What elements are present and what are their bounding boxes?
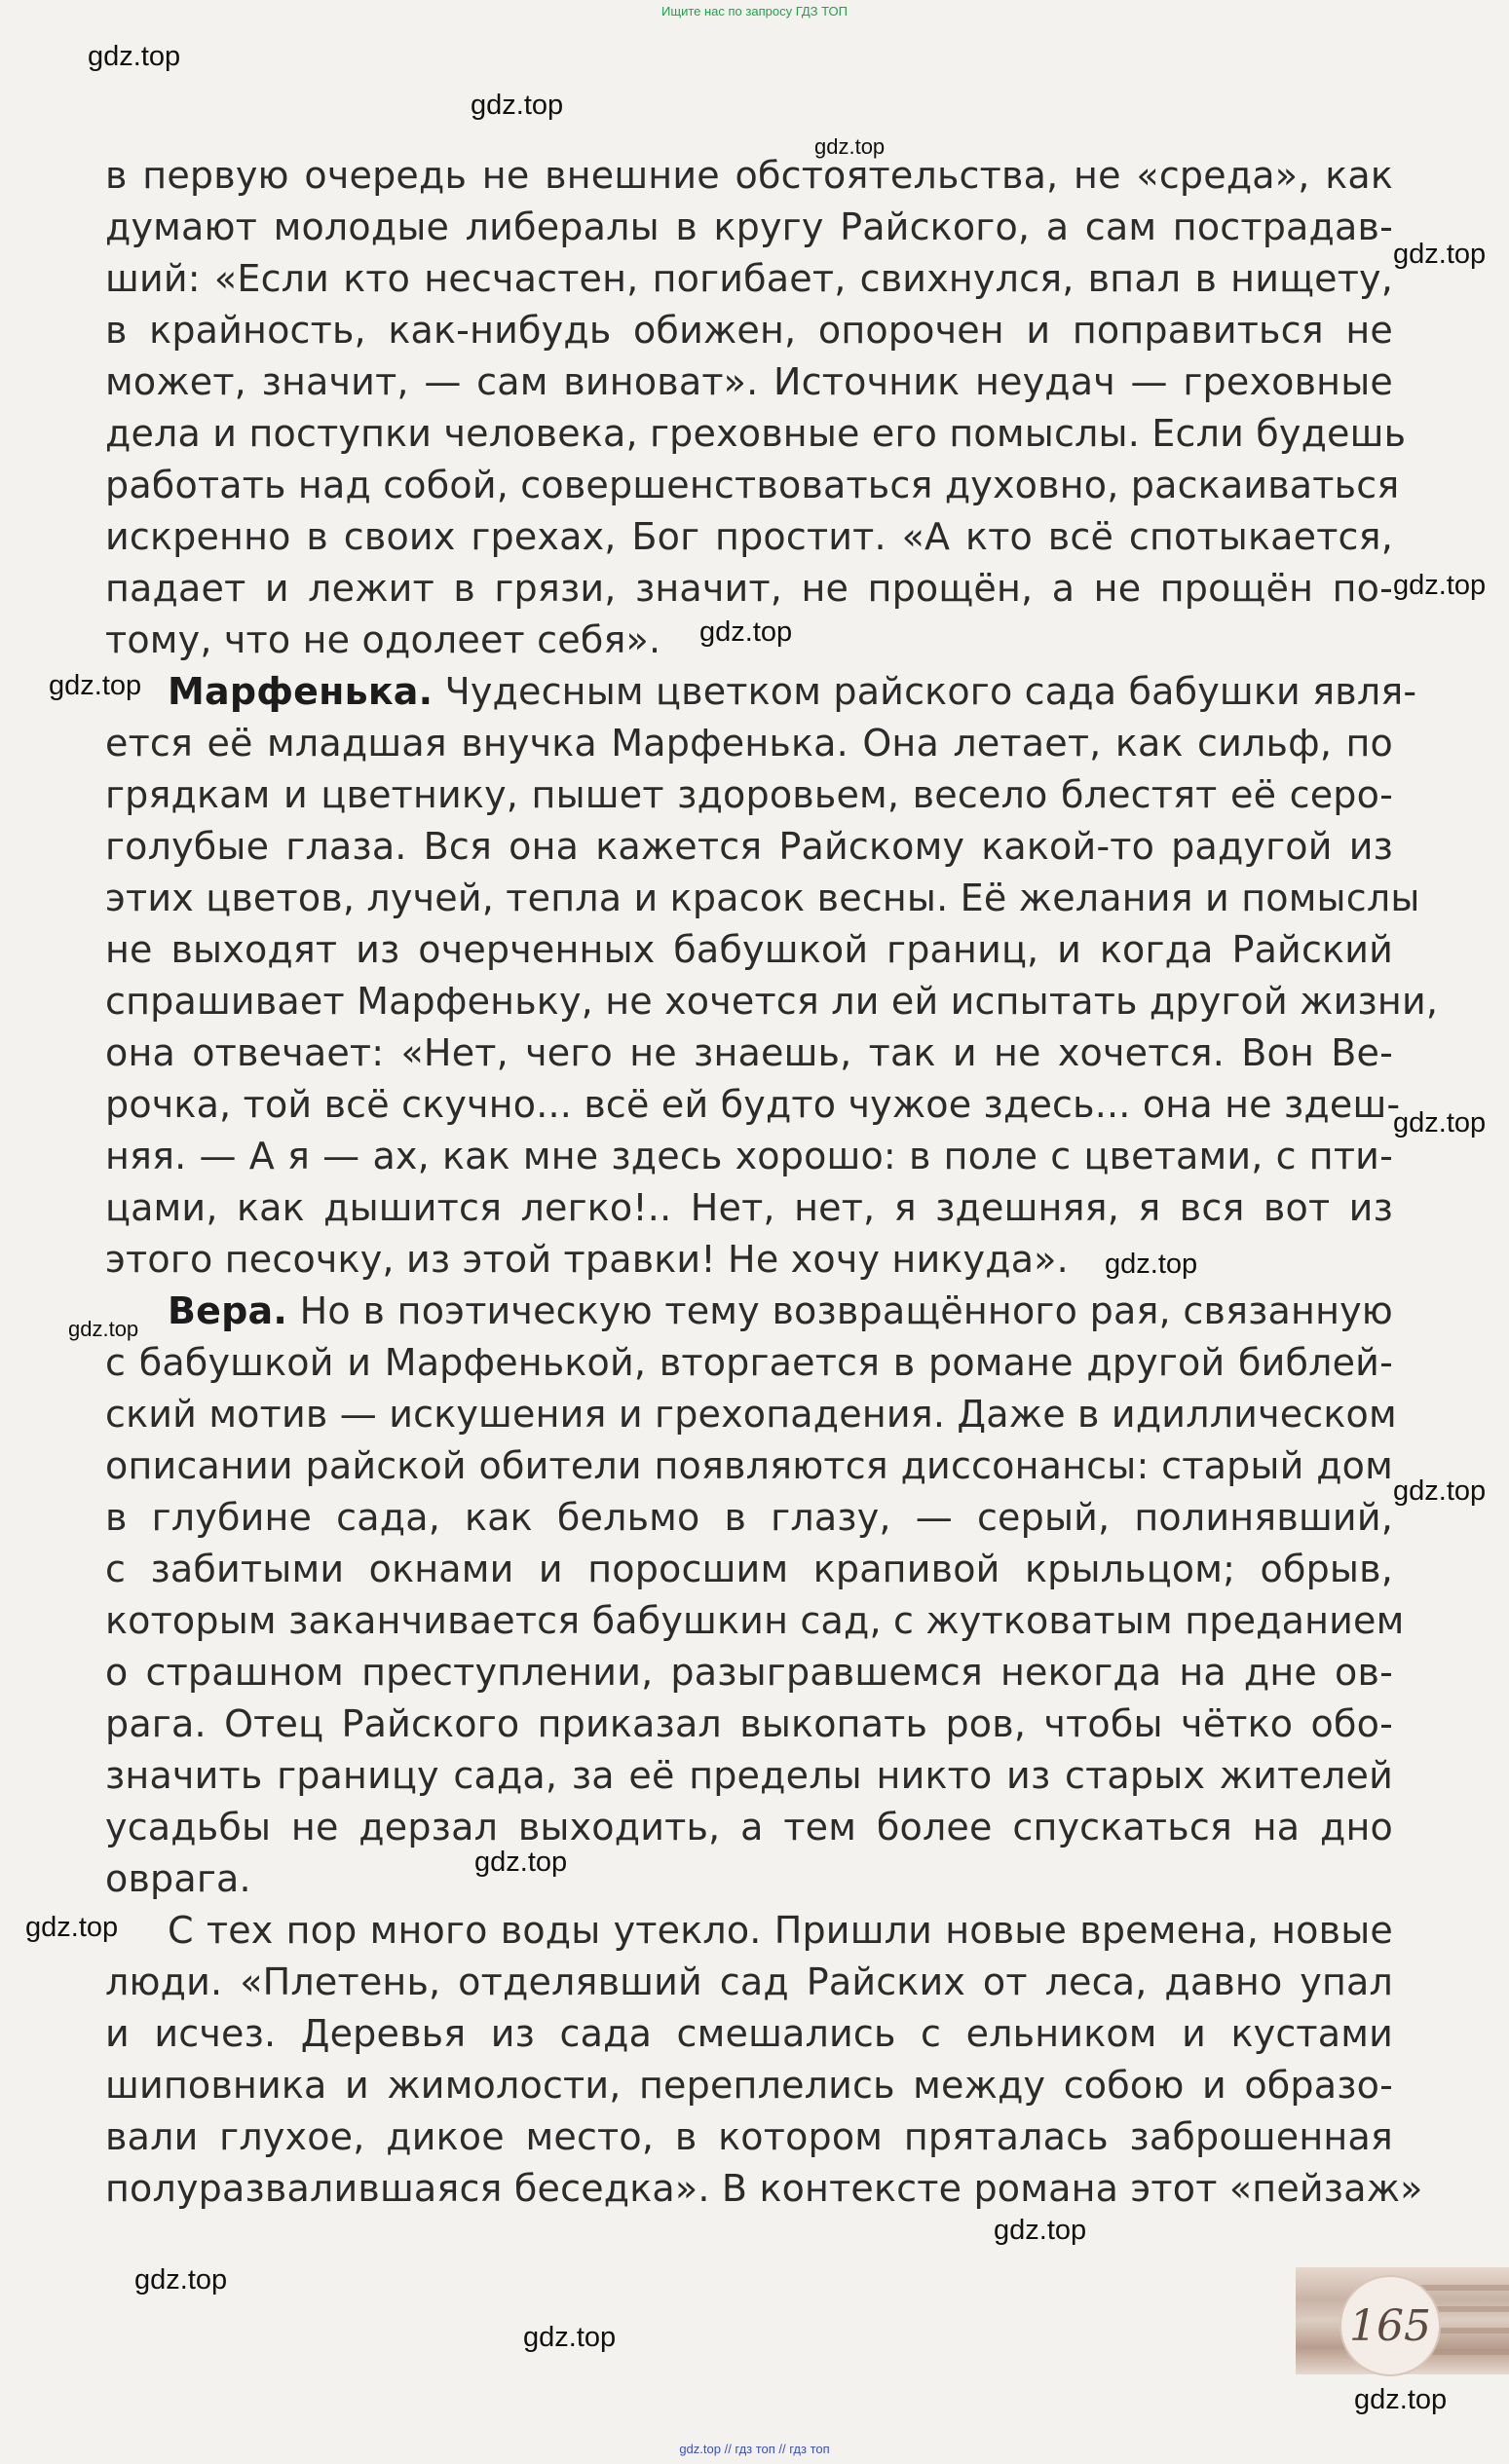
text-span: Но в поэтическую тему возвращённого рая, связанную — [287, 1289, 1393, 1332]
watermark: gdz.top — [49, 670, 142, 701]
text-line: рочка, той всё скучно... всё ей будто чужое здесь... она не здеш- — [105, 1083, 1401, 1126]
watermark: gdz.top — [1393, 1107, 1487, 1139]
text-line: искренно в своих грехах, Бог простит. «А кто всё спотыкается, — [105, 515, 1393, 558]
text-line: С тех пор много воды утекло. Пришли новые времена, новые — [168, 1909, 1393, 1952]
text-line: дела и поступки человека, греховные его помыслы. Если будешь — [105, 412, 1407, 455]
page-number: 165 — [1349, 2300, 1431, 2351]
watermark: gdz.top — [699, 616, 793, 648]
text-line: цами, как дышится легко!.. Нет, нет, я здешняя, я вся вот из — [105, 1186, 1393, 1229]
text-line: значить границу сада, за её пределы никто из старых жителей — [105, 1754, 1393, 1797]
watermark: gdz.top — [471, 90, 564, 121]
text-line: полуразвалившаяся беседка». В контексте романа этот «пейзаж» — [105, 2167, 1423, 2210]
text-line: рага. Отец Райского приказал выкопать ров, чтобы чётко обо- — [105, 1702, 1393, 1745]
watermark: gdz.top — [68, 1317, 139, 1341]
watermark: gdz.top — [523, 2322, 617, 2353]
watermark: gdz.top — [88, 41, 181, 72]
watermark: gdz.top — [994, 2215, 1087, 2246]
watermark: gdz.top — [1393, 570, 1487, 601]
text-line: думают молодые либералы в кругу Райского, а сам пострадав- — [105, 205, 1393, 248]
text-line: люди. «Плетень, отделявший сад Райских от леса, давно упал — [105, 1960, 1393, 2003]
watermark: gdz.top — [25, 1912, 119, 1943]
text-line: усадьбы не дерзал выходить, а тем более спускаться на дно — [105, 1806, 1393, 1848]
text-line: этих цветов, лучей, тепла и красок весны. Её желания и помыслы — [105, 877, 1420, 919]
search-hint-banner: Ищите нас по запросу ГДЗ ТОП — [661, 4, 848, 19]
text-line: голубые глаза. Вся она кажется Райскому какой-то радугой из — [105, 825, 1393, 868]
text-line: может, значит, — сам виноват». Источник неудач — греховные — [105, 360, 1393, 403]
text-line: вали глухое, дикое место, в котором пряталась заброшенная — [105, 2115, 1393, 2158]
watermark: gdz.top — [814, 134, 886, 159]
text-line: ший: «Если кто несчастен, погибает, свихнулся, впал в нищету, — [105, 257, 1393, 300]
footer-links[interactable]: gdz.top // гдз топ // гдз топ — [679, 2442, 830, 2456]
text-line: с забитыми окнами и поросшим крапивой крыльцом; обрыв, — [105, 1548, 1393, 1590]
watermark: gdz.top — [1393, 1475, 1487, 1507]
watermark: gdz.top — [134, 2264, 228, 2296]
text-line: работать над собой, совершенствоваться духовно, раскаиваться — [105, 464, 1400, 506]
text-line: она отвечает: «Нет, чего не знаешь, так и не хочется. Вон Ве- — [105, 1031, 1393, 1074]
watermark: gdz.top — [1105, 1249, 1198, 1280]
text-line: о страшном преступлении, разыгравшемся некогда на дне ов- — [105, 1651, 1393, 1694]
section-heading-vera: Вера. — [168, 1289, 288, 1332]
page-number-badge — [1339, 2275, 1441, 2376]
watermark: gdz.top — [474, 1847, 568, 1878]
text-line: няя. — А я — ах, как мне здесь хорошо: в поле с цветами, с пти- — [105, 1135, 1393, 1177]
text-line: в первую очередь не внешние обстоятельства, не «среда», как — [105, 154, 1393, 197]
watermark: gdz.top — [1354, 2384, 1448, 2415]
text-line: с бабушкой и Марфенькой, вторгается в романе другой библей- — [105, 1341, 1393, 1384]
text-span: Чудесным цветком райского сада бабушки явля- — [433, 670, 1417, 713]
text-line: спрашивает Марфеньку, не хочется ли ей испытать другой жизни, — [105, 980, 1439, 1023]
text-line: этого песочку, из этой травки! Не хочу никуда». — [105, 1238, 1069, 1281]
text-line: оврага. — [105, 1857, 251, 1900]
text-line: описании райской обители появляются диссонансы: старый дом — [105, 1444, 1393, 1487]
text-line: падает и лежит в грязи, значит, не прощён, а не прощён по- — [105, 567, 1393, 610]
text-line: и исчез. Деревья из сада смешались с ельником и кустами — [105, 2012, 1393, 2055]
section-line-marfenka — [168, 667, 1417, 716]
text-line: не выходят из очерченных бабушкой границ, и когда Райский — [105, 928, 1393, 971]
section-heading-marfenka: Марфенька. — [168, 670, 434, 713]
text-line: которым заканчивается бабушкин сад, с жутковатым преданием — [105, 1599, 1405, 1642]
section-line-vera — [168, 1287, 1393, 1335]
text-line: тому, что не одолеет себя». — [105, 618, 661, 661]
watermark: gdz.top — [1393, 239, 1487, 270]
text-line: шиповника и жимолости, переплелись между собою и образо- — [105, 2064, 1393, 2107]
text-line: в глубине сада, как бельмо в глазу, — серый, полинявший, — [105, 1496, 1393, 1539]
text-line: в крайность, как-нибудь обижен, опорочен и поправиться не — [105, 309, 1393, 352]
text-line: ется её младшая внучка Марфенька. Она летает, как сильф, по — [105, 722, 1393, 765]
text-line: грядкам и цветнику, пышет здоровьем, весело блестят её серо- — [105, 773, 1393, 816]
text-line: ский мотив — искушения и грехопадения. Даже в идиллическом — [105, 1393, 1397, 1436]
